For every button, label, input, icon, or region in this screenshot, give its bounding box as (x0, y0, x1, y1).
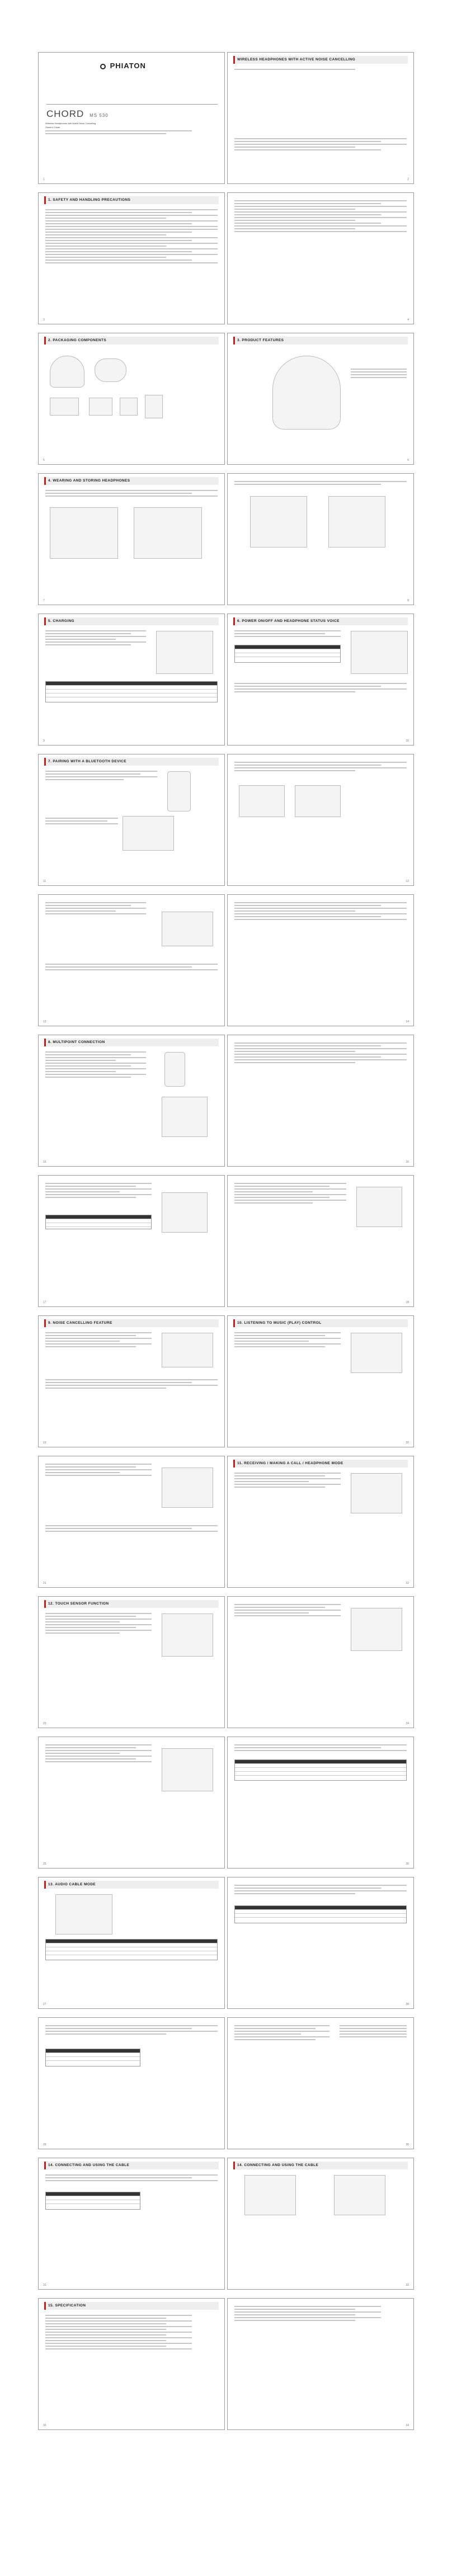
tap-gesture-image (162, 1748, 213, 1791)
section-header: 9. NOISE CANCELLING FEATURE (44, 1319, 219, 1327)
section-header: 7. PAIRING WITH A BLUETOOTH DEVICE (44, 758, 219, 766)
multipoint-headphones-image (162, 1097, 208, 1137)
page-7 (38, 473, 225, 605)
section-header: 5. CHARGING (44, 617, 219, 625)
audio-cable-table (45, 1939, 218, 1960)
page-number: 19 (43, 1441, 46, 1445)
page-4 (227, 192, 414, 324)
spread-12 (38, 1596, 414, 1728)
page-6 (227, 333, 414, 465)
switch-device-image (356, 1187, 402, 1227)
touch-sensor-image (162, 1613, 213, 1657)
spread-14 (38, 1877, 414, 2009)
page-number: 31 (43, 2284, 46, 2287)
page-number: 8 (407, 599, 409, 602)
page-23 (38, 1596, 225, 1728)
page-2 (227, 52, 414, 184)
cover-tagline-1: Wireless Headphones with Active Noise Cancelling (45, 122, 96, 125)
page-number: 14 (406, 1020, 409, 1023)
section-header: 13. AUDIO CABLE MODE (44, 1881, 219, 1889)
audio-cable-image (55, 1894, 112, 1935)
status-table (234, 645, 341, 663)
page-20 (227, 1315, 414, 1447)
brand-logo (100, 62, 146, 70)
page-25 (38, 1737, 225, 1869)
page-number: 18 (406, 1301, 409, 1304)
section-header: 3. PRODUCT FEATURES (233, 337, 408, 345)
headphone-mode-image (351, 1473, 402, 1513)
section-header: 14. CONNECTING AND USING THE CABLE (44, 2162, 219, 2169)
page-number: 21 (43, 1582, 46, 1585)
page-number: 4 (407, 318, 409, 322)
page-number: 30 (406, 2143, 409, 2146)
page-number: 11 (43, 880, 46, 883)
reconnect-image (162, 912, 213, 946)
page-number: 17 (43, 1301, 46, 1304)
section-header: 4. WEARING AND STORING HEADPHONES (44, 477, 219, 485)
page-number: 2 (407, 178, 409, 181)
spread-15 (38, 2017, 414, 2149)
page-5 (38, 333, 225, 465)
case-image (95, 358, 126, 382)
cable-mode-table (234, 1905, 407, 1923)
page-number: 5 (43, 459, 45, 462)
spread-7 (38, 894, 414, 1026)
page-26 (227, 1737, 414, 1869)
page-28 (227, 1877, 414, 2009)
page-number: 24 (406, 1722, 409, 1725)
page-number: 9 (43, 739, 45, 743)
section-header: 2. PACKAGING COMPONENTS (44, 337, 219, 345)
spread-4 (38, 473, 414, 605)
anc-button-image (162, 1333, 213, 1367)
section-header: 10. LISTENING TO MUSIC (PLAY) CONTROL (233, 1319, 408, 1327)
page-8 (227, 473, 414, 605)
swipe-gesture-image (351, 1608, 402, 1651)
page-number: 25 (43, 1862, 46, 1866)
spread-3 (38, 333, 414, 465)
spread-5 (38, 614, 414, 746)
page-32 (227, 2158, 414, 2290)
logo-mark-icon (100, 64, 106, 69)
page-10 (227, 614, 414, 746)
product-diagram (272, 356, 341, 430)
section-header: 15. SPECIFICATION (44, 2302, 219, 2310)
page-33 (38, 2298, 225, 2430)
charging-table (45, 681, 218, 702)
page-24 (227, 1596, 414, 1728)
folding-image (250, 496, 307, 548)
spread-10 (38, 1315, 414, 1447)
page-21 (38, 1456, 225, 1588)
page-number: 29 (43, 2143, 46, 2146)
page-19 (38, 1315, 225, 1447)
page-number: 32 (406, 2284, 409, 2287)
touch-function-table (234, 1759, 407, 1781)
cable-connect-image (244, 2175, 296, 2215)
spread-13 (38, 1737, 414, 1869)
cable-spec-table (45, 2049, 140, 2067)
play-control-image (351, 1333, 402, 1373)
page-number: 27 (43, 2003, 46, 2006)
power-button-image (351, 631, 408, 674)
spread-11 (38, 1456, 414, 1588)
page-number: 10 (406, 739, 409, 743)
page-31 (38, 2158, 225, 2290)
cover-tagline-2: Owner's Guide (45, 126, 60, 129)
section-header: 6. POWER ON/OFF AND HEADPHONE STATUS VOICE (233, 617, 408, 625)
cable-usage-table (45, 2192, 140, 2210)
page-number: 23 (43, 1722, 46, 1725)
page-11 (38, 754, 225, 886)
page-number: 1 (43, 178, 45, 181)
page-16 (227, 1035, 414, 1167)
page-number: 26 (406, 1862, 409, 1866)
multipoint-device-image (162, 1192, 208, 1233)
charging-image (156, 631, 213, 674)
manual-image (145, 395, 163, 418)
spread-2 (38, 192, 414, 324)
page-13 (38, 894, 225, 1026)
page-number: 3 (43, 318, 45, 322)
page-number: 7 (43, 599, 45, 602)
page-27 (38, 1877, 225, 2009)
page-number: 15 (43, 1160, 46, 1164)
cover-page (38, 52, 225, 184)
section-header: 14. CONNECTING AND USING THE CABLE (233, 2162, 408, 2169)
section-header: 8. MULTIPOINT CONNECTION (44, 1039, 219, 1046)
section-header: 1. SAFETY AND HANDLING PRECAUTIONS (44, 196, 219, 204)
page-number: 34 (406, 2424, 409, 2427)
spread-16 (38, 2158, 414, 2290)
section-header: WIRELESS HEADPHONES WITH ACTIVE NOISE CANCELLING (233, 56, 408, 64)
page-14 (227, 894, 414, 1026)
adapter-image (120, 398, 138, 416)
spread-1 (38, 52, 414, 184)
folded-image (328, 496, 385, 548)
pairing-image (123, 816, 174, 851)
page-number: 20 (406, 1441, 409, 1445)
wearing-image (50, 507, 118, 559)
spread-8 (38, 1035, 414, 1167)
page-17 (38, 1175, 225, 1307)
page-30 (227, 2017, 414, 2149)
page-29 (38, 2017, 225, 2149)
page-9 (38, 614, 225, 746)
phone-image (167, 771, 191, 812)
page-3 (38, 192, 225, 324)
spread-6 (38, 754, 414, 886)
page-18 (227, 1175, 414, 1307)
page-number: 22 (406, 1582, 409, 1585)
multipoint-table (45, 1215, 152, 1229)
section-header: 12. TOUCH SENSOR FUNCTION (44, 1600, 219, 1608)
cable-port-image (334, 2175, 385, 2215)
page-34 (227, 2298, 414, 2430)
usb-cable-image (89, 398, 112, 416)
multipoint-phone-image (164, 1052, 185, 1087)
spread-9 (38, 1175, 414, 1307)
bluetooth-menu-image (239, 785, 285, 817)
product-name: CHORD (46, 108, 84, 119)
page-number: 33 (43, 2424, 46, 2427)
device-list-image (295, 785, 341, 817)
page-12 (227, 754, 414, 886)
page-number: 12 (406, 880, 409, 883)
storing-image (134, 507, 202, 559)
page-22 (227, 1456, 414, 1588)
model-name: MS 530 (90, 113, 109, 118)
page-15 (38, 1035, 225, 1167)
headphones-image (50, 356, 84, 388)
cable-image (50, 398, 79, 416)
section-header: 11. RECEIVING / MAKING A CALL / HEADPHONE MODE (233, 1460, 408, 1468)
page-number: 16 (406, 1160, 409, 1164)
spread-17 (38, 2298, 414, 2430)
call-control-image (162, 1468, 213, 1508)
page-number: 28 (406, 2003, 409, 2006)
page-number: 6 (407, 459, 409, 462)
page-number: 13 (43, 1020, 46, 1023)
brand-name: PHIATON (110, 62, 146, 70)
